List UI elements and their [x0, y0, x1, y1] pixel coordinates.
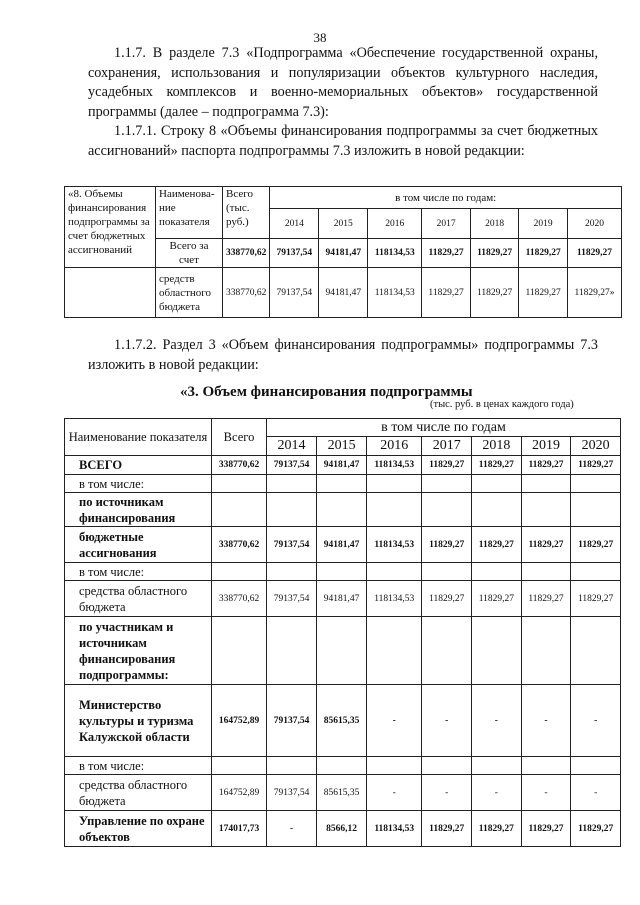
year-header: 2019	[521, 437, 571, 456]
value-cell: 94181,47	[319, 239, 368, 268]
year-header: 2014	[267, 437, 317, 456]
value-cell: -	[472, 775, 522, 811]
row-name: средства областного бюджета	[65, 775, 212, 811]
col-total-header: Всего (тыс. руб.)	[223, 187, 270, 239]
value-cell: 11829,27	[571, 527, 621, 563]
row-name: ВСЕГО	[65, 456, 212, 475]
row-name: по источникам финансирования	[65, 493, 212, 527]
value-cell: 11829,27	[472, 527, 522, 563]
value-cell: 79137,54	[267, 456, 317, 475]
value-cell: 11829,27»	[567, 268, 621, 318]
value-cell: 79137,54	[267, 685, 317, 757]
value-cell: 94181,47	[317, 456, 367, 475]
year-header: 2015	[317, 437, 367, 456]
value-cell: 11829,27	[422, 268, 471, 318]
value-cell: 11829,27	[571, 456, 621, 475]
row-name: бюджетные ассигнования	[65, 527, 212, 563]
value-cell: 8566,12	[317, 811, 367, 847]
year-header: 2017	[422, 437, 472, 456]
col-name-header: Наименование показателя	[65, 419, 212, 456]
row-name: в том числе:	[65, 563, 212, 581]
value-cell: -	[521, 775, 571, 811]
value-cell: 11829,27	[470, 239, 519, 268]
value-cell: 11829,27	[422, 581, 472, 617]
value-cell: -	[367, 775, 422, 811]
value-cell: 118134,53	[368, 239, 422, 268]
col-name-header: Наименова-ние показателя	[156, 187, 223, 239]
value-cell: 11829,27	[571, 811, 621, 847]
value-cell: 11829,27	[571, 581, 621, 617]
value-cell: 11829,27	[422, 527, 472, 563]
value-cell: 338770,62	[212, 456, 267, 475]
value-cell: 11829,27	[422, 456, 472, 475]
value-cell: 85615,35	[317, 685, 367, 757]
value-cell: 11829,27	[521, 456, 571, 475]
value-cell: 11829,27	[422, 239, 471, 268]
row-name: по участникам и источникам финансирования подпрограммы:	[65, 617, 212, 685]
year-header: 2020	[571, 437, 621, 456]
value-cell: 118134,53	[368, 268, 422, 318]
row-name: Министерство культуры и туризма Калужской области	[65, 685, 212, 757]
value-cell: -	[422, 775, 472, 811]
year-header: 2016	[368, 209, 422, 239]
value-cell: 94181,47	[317, 581, 367, 617]
value-cell: 94181,47	[317, 527, 367, 563]
value-cell: 79137,54	[267, 527, 317, 563]
year-header: 2016	[367, 437, 422, 456]
value-cell: -	[422, 685, 472, 757]
page-number: 38	[313, 30, 327, 45]
col-years-header: в том числе по годам	[267, 419, 621, 437]
value-cell: 118134,53	[367, 527, 422, 563]
value-cell: 79137,54	[267, 581, 317, 617]
value-cell: -	[267, 811, 317, 847]
value-cell: 79137,54	[270, 239, 319, 268]
value-cell: 11829,27	[519, 268, 568, 318]
funding-table	[64, 418, 621, 847]
value-cell: 79137,54	[267, 775, 317, 811]
value-cell: 118134,53	[367, 581, 422, 617]
year-header: 2015	[319, 209, 368, 239]
value-cell: -	[571, 775, 621, 811]
value-cell: 11829,27	[521, 581, 571, 617]
value-cell: -	[472, 685, 522, 757]
passport-funding-table	[64, 186, 622, 318]
row-label: «8. Объемы финансирования подпрограммы за счет бюджетных ассигнований	[65, 187, 156, 268]
unit-note: (тыс. руб. в ценах каждого года)	[430, 399, 574, 410]
col-years-header: в том числе по годам:	[270, 187, 622, 209]
value-cell: 174017,73	[212, 811, 267, 847]
year-header: 2019	[519, 209, 568, 239]
row-name: Всего за счет	[156, 239, 223, 268]
year-header: 2020	[567, 209, 621, 239]
value-cell: 164752,89	[212, 685, 267, 757]
value-cell: 164752,89	[212, 775, 267, 811]
row-name: в том числе:	[65, 475, 212, 493]
value-cell: 11829,27	[519, 239, 568, 268]
paragraph-1-1-7: 1.1.7. В разделе 7.3 «Подпрограмма «Обеспечение государственной охраны, сохранения, использования и популяризации объектов культурного наследия, усадебных комплексов и военно-мемориальных объектов» государственной программы (далее – подпрограмма 7.3):	[88, 45, 598, 120]
value-cell: 338770,62	[212, 527, 267, 563]
year-header: 2017	[422, 209, 471, 239]
row-name: средств областного бюджета	[156, 268, 223, 318]
paragraph-1-1-7-2: 1.1.7.2. Раздел 3 «Объем финансирования подпрограммы» подпрограммы 7.3 изложить в новой редакции:	[88, 337, 598, 373]
value-cell: 11829,27	[470, 268, 519, 318]
value-cell: 11829,27	[472, 581, 522, 617]
value-cell: 118134,53	[367, 811, 422, 847]
value-cell: 11829,27	[521, 527, 571, 563]
row-name: Управление по охране объектов	[65, 811, 212, 847]
value-cell: 11829,27	[472, 456, 522, 475]
value-cell: 118134,53	[367, 456, 422, 475]
value-cell: -	[367, 685, 422, 757]
value-cell: 338770,62	[212, 581, 267, 617]
value-cell: 11829,27	[521, 811, 571, 847]
value-cell: 85615,35	[317, 775, 367, 811]
value-cell: 79137,54	[270, 268, 319, 318]
value-cell: -	[521, 685, 571, 757]
year-header: 2014	[270, 209, 319, 239]
paragraph-1-1-7-1: 1.1.7.1. Строку 8 «Объемы финансирования подпрограммы за счет бюджетных ассигнований» паспорта подпрограммы 7.3 изложить в новой редакции:	[88, 123, 598, 159]
value-cell: -	[571, 685, 621, 757]
value-cell: 11829,27	[472, 811, 522, 847]
year-header: 2018	[470, 209, 519, 239]
row-name: в том числе:	[65, 757, 212, 775]
value-cell: 11829,27	[422, 811, 472, 847]
year-header: 2018	[472, 437, 522, 456]
row-name: средства областного бюджета	[65, 581, 212, 617]
value-cell: 94181,47	[319, 268, 368, 318]
col-total-header: Всего	[212, 419, 267, 456]
value-cell: 338770,62	[223, 239, 270, 268]
value-cell: 11829,27	[567, 239, 621, 268]
section-heading: «3. Объем финансирования подпрограммы	[180, 384, 473, 400]
value-cell: 338770,62	[223, 268, 270, 318]
